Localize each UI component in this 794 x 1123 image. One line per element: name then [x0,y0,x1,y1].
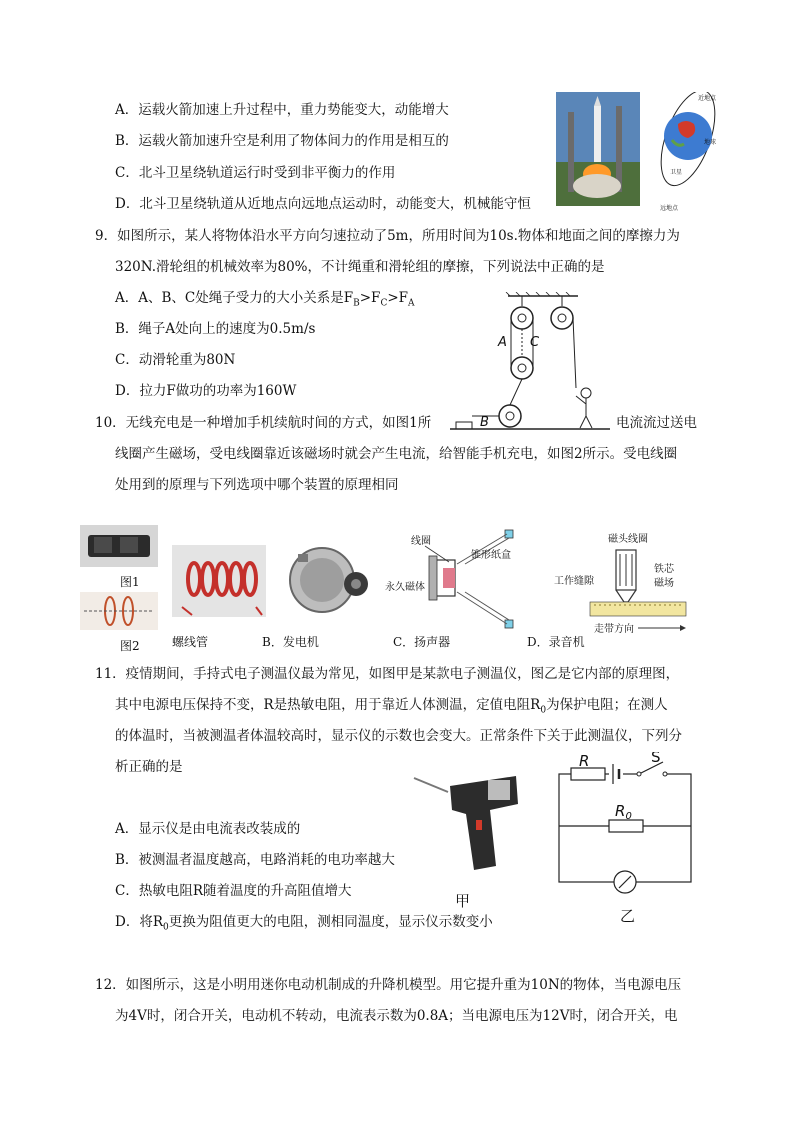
speaker-diagram [385,528,525,630]
option-c-label: C．扬声器 [393,635,451,649]
wireless-charger-photo [80,525,158,567]
pulley-label-a: A [498,335,507,350]
fig-yi-caption: 乙 [620,907,636,925]
circuit-diagram [553,752,698,904]
satellite-orbit-diagram [656,92,718,214]
q9-option-c: C．动滑轮重为80N [115,352,236,368]
speaker-coil-label: 线圈 [411,536,431,547]
q10-stem-line3: 处用到的原理与下列选项中哪个装置的原理相同 [115,477,399,493]
speaker-cone-label: 锥形纸盒 [471,550,511,561]
fig-jia-caption: 甲 [455,892,471,910]
solenoid-photo [172,545,266,617]
pulley-system-diagram [450,292,615,438]
q9-option-b: B．绳子A处向上的速度为0.5m/s [115,321,316,337]
q11-stem-line4: 析正确的是 [115,759,183,775]
q9-option-a: A．A、B、C处绳子受力的大小关系是$F_B>F_C>F_A$ [115,290,415,309]
q8-option-d: D．北斗卫星绕轨道从近地点向远地点运动时，动能变大，机械能守恒 [115,196,531,212]
satellite-label: 卫星 [670,169,683,176]
pulley-label-c: C [530,335,540,350]
option-d-label: D．录音机 [527,635,585,649]
speaker-magnet-label: 永久磁体 [385,582,425,593]
option-b-label: B．发电机 [262,635,319,649]
label-r: R [579,752,590,770]
q10-stem-line1-right: 电流流过送电 [616,415,697,431]
q11-option-c: C．热敏电阻R随着温度的升高阻值增大 [115,883,352,899]
recorder-gap-label: 工作缝隙 [554,576,594,587]
earth-label: 地球 [704,139,717,146]
fig2-caption: 图2 [120,639,140,653]
perigee-label: 近地点 [698,95,717,102]
q11-option-a: A．显示仪是由电流表改装成的 [115,821,301,837]
q8-option-c: C．北斗卫星绕轨道运行时受到非平衡力的作用 [115,165,396,181]
coil-field-diagram [80,592,158,630]
rocket-launch-photo [556,92,640,206]
q11-option-d: D．将$R_0$更换为阻值更大的电阻，测相同温度，显示仪示数变小 [115,914,493,933]
recorder-coil-label: 磁头线圈 [608,534,648,545]
q9-stem-line1: 9．如图所示，某人将物体沿水平方向匀速拉动了5m，所用时间为10s.物体和地面之间的摩擦力为 [95,228,680,244]
option-a-label: 螺线管 [172,635,209,649]
generator-photo [278,540,370,622]
q10-stem-line1-left: 10．无线充电是一种增加手机续航时间的方式，如图1所 [95,415,432,431]
q9-stem-line2: 320N.滑轮组的机械效率为80%，不计绳重和滑轮组的摩擦，下列说法中正确的是 [115,259,605,275]
label-r0: $R_0$ [615,802,632,822]
q9-option-d: D．拉力F做功的功率为160W [115,383,297,399]
q12-stem-line1: 12．如图所示，这是小明用迷你电动机制成的升降机模型。用它提升重为10N的物体，当电源电压 [95,977,682,993]
label-s: S [651,752,661,766]
recorder-field-label: 磁场 [654,578,674,589]
thermometer-photo [408,770,528,878]
recorder-head-diagram [554,530,694,634]
q11-stem-line2: 其中电源电压保持不变，R是热敏电阻，用于靠近人体测温，定值电阻$R_0$为保护电阻；在测人 [115,697,668,716]
recorder-direction-label: 走带方向 [594,624,634,634]
pulley-label-b: B [480,415,489,430]
q12-stem-line2: 为4V时，闭合开关，电动机不转动，电流表示数为0.8A；当电源电压为12V时，闭合开关，电 [115,1008,678,1024]
q11-stem-line3: 的体温时，当被测温者体温较高时，显示仪的示数也会变大。正常条件下关于此测温仪，下列分 [115,728,682,744]
q8-option-b: B．运载火箭加速升空是利用了物体间力的作用是相互的 [115,133,449,149]
fig1-caption: 图1 [120,575,140,589]
q11-option-b: B．被测温者温度越高，电路消耗的电功率越大 [115,852,395,868]
q8-option-a: A．运载火箭加速上升过程中，重力势能变大，动能增大 [115,102,449,118]
apogee-label: 远地点 [660,205,679,212]
q10-stem-line2: 线圈产生磁场，受电线圈靠近该磁场时就会产生电流，给智能手机充电，如图2所示。受电线圈 [115,446,678,462]
recorder-core-label: 铁芯 [654,564,674,575]
q11-stem-line1: 11．疫情期间，手持式电子测温仪最为常见，如图甲是某款电子测温仪，图乙是它内部的原理图， [95,666,680,682]
